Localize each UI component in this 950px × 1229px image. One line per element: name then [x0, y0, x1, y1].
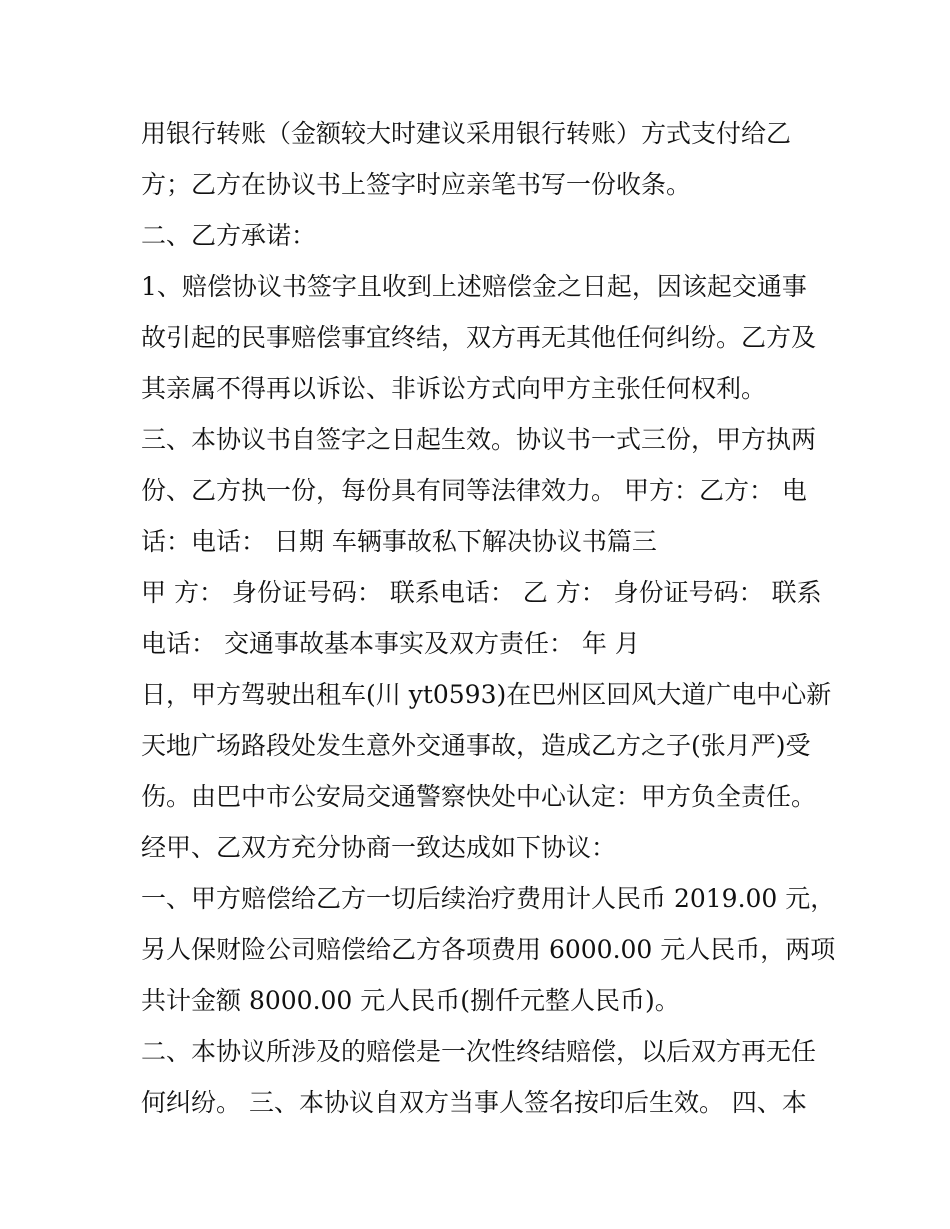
text-line-13: 天地广场路段处发生意外交通事故，造成乙方之子(张月严)受 — [141, 731, 811, 760]
text-line-9: 话：电话： 日期 车辆事故私下解决协议书篇三 — [141, 527, 657, 556]
document-body — [141, 108, 836, 1128]
text-line-2: 方；乙方在协议书上签字时应亲笔书写一份收条。 — [141, 170, 692, 199]
text-line-10: 甲 方： 身份证号码： 联系电话： 乙 方： 身份证号码： 联系 — [141, 578, 822, 607]
text-line-14: 伤。由巴中市公安局交通警察快处中心认定：甲方负全责任。 — [141, 782, 817, 811]
text-line-7: 三、本协议书自签字之日起生效。协议书一式三份，甲方执两 — [141, 425, 817, 454]
text-line-18: 共计金额 8000.00 元人民币(捌仟元整人民币)。 — [141, 986, 680, 1015]
text-line-19: 二、本协议所涉及的赔偿是一次性终结赔偿，以后双方再无任 — [141, 1037, 817, 1066]
text-line-16: 一、甲方赔偿给乙方一切后续治疗费用计人民币 2019.00 元， — [141, 884, 836, 913]
text-line-5: 故引起的民事赔偿事宜终结，双方再无其他任何纠纷。乙方及 — [141, 323, 817, 352]
text-line-17: 另人保财险公司赔偿给乙方各项费用 6000.00 元人民币，两项 — [141, 935, 836, 964]
text-line-15: 经甲、乙双方充分协商一致达成如下协议： — [141, 833, 617, 862]
text-line-6: 其亲属不得再以诉讼、非诉讼方式向甲方主张任何权利。 — [141, 374, 767, 403]
text-line-20: 何纠纷。 三、本协议自双方当事人签名按印后生效。 四、本 — [141, 1088, 807, 1117]
text-line-12: 日，甲方驾驶出租车(川 yt0593)在巴州区回风大道广电中心新 — [141, 680, 832, 709]
text-line-3: 二、乙方承诺： — [141, 221, 317, 250]
text-line-11: 电话： 交通事故基本事实及双方责任： 年 月 — [141, 629, 640, 658]
text-line-1: 用银行转账（金额较大时建议采用银行转账）方式支付给乙 — [141, 119, 792, 148]
text-line-8: 份、乙方执一份，每份具有同等法律效力。 甲方：乙方： 电 — [141, 476, 807, 505]
text-line-4: 1、赔偿协议书签字且收到上述赔偿金之日起，因该起交通事 — [141, 272, 807, 301]
